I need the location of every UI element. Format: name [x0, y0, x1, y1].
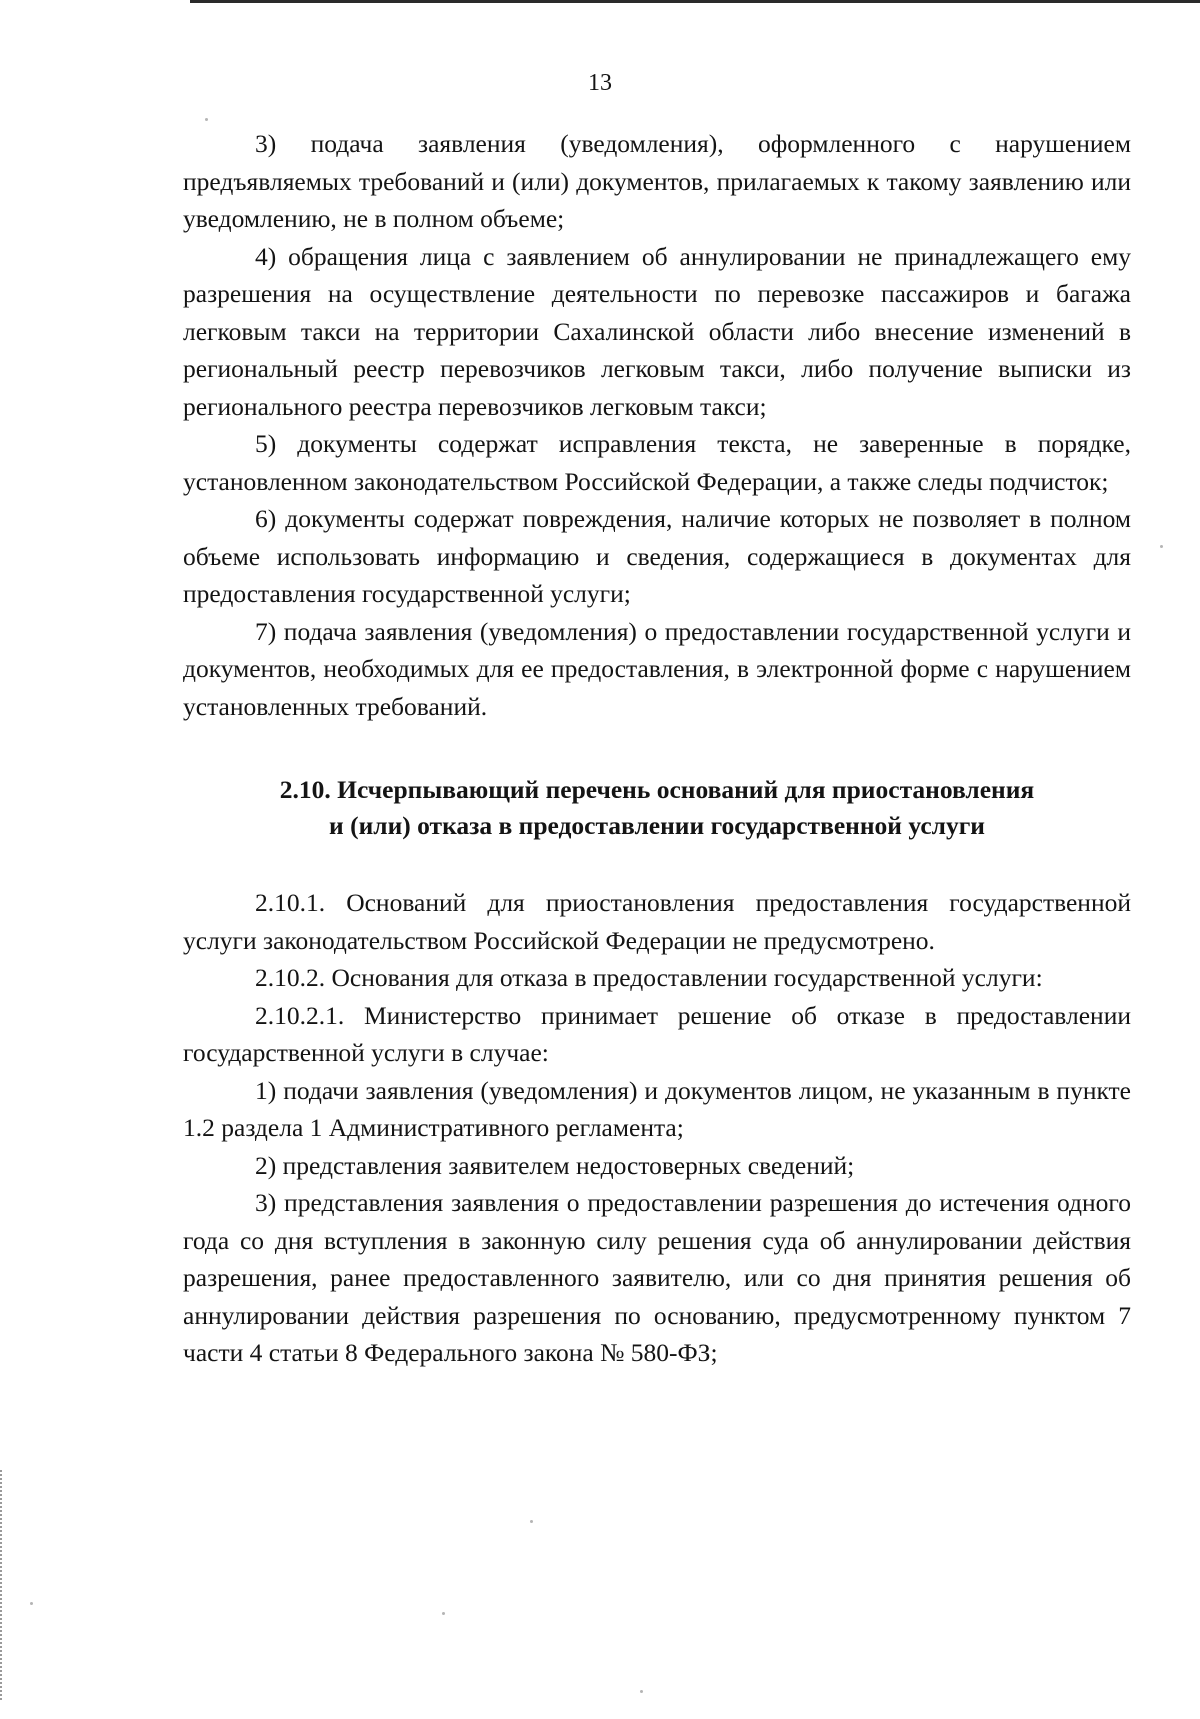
- list-item-4: 4) обращения лица с заявлением об аннулировании не принадлежащего ему разрешения на осуществление деятельности по перевозке пассажиров и багажа легковым такси на территории Сахалинской области либо внесение изменений в региональный реестр перевозчиков легковым такси, либо получение выписки из регионального реестра перевозчиков легковым такси;: [183, 241, 1131, 421]
- list-item-3: 3) подача заявления (уведомления), оформленного с нарушением предъявляемых требований и (или) документов, прилагаемых к такому заявлению или уведомлению, не в полном объеме;: [183, 129, 1131, 233]
- scan-speck: [640, 1690, 643, 1693]
- scan-speck: [30, 1602, 33, 1605]
- refusal-item-2: 2) представления заявителем недостоверных сведений;: [255, 1150, 855, 1180]
- page-number: 13: [588, 70, 612, 96]
- top-border-line: [190, 0, 1200, 3]
- list-item-7: 7) подача заявления (уведомления) о предоставлении государственной услуги и документов, необходимых для ее предоставления, в электронной форме с нарушением установленных требований.: [183, 616, 1131, 721]
- section-heading-line-2: и (или) отказа в предоставлении государственной услуги: [329, 811, 985, 840]
- scan-speck: [442, 1612, 445, 1615]
- scan-margin-marks: [0, 1470, 8, 1700]
- refusal-item-3: 3) представления заявления о предоставлении разрешения до истечения одного года со дня вступления в законную силу решения суда об аннулировании действия разрешения, ранее предоставленного заявителю, или со дня принятия решения об аннулировании действия разрешения по основанию, предусмотренному пунктом 7 части 4 статьи 8 Федерального закона № 580-ФЗ;: [183, 1188, 1131, 1367]
- clause-2-10-2: 2.10.2. Основания для отказа в предоставлении государственной услуги:: [255, 963, 1043, 992]
- section-heading-line-1: 2.10. Исчерпывающий перечень оснований для приостановления: [279, 775, 1035, 804]
- refusal-item-1: 1) подачи заявления (уведомления) и документов лицом, не указанным в пункте 1.2 раздела 1 Административного регламента;: [183, 1075, 1131, 1142]
- list-item-5: 5) документы содержат исправления текста, не заверенные в порядке, установленном законодательством Российской Федерации, а также следы подчисток;: [183, 429, 1131, 496]
- scan-speck: [530, 1520, 533, 1523]
- document-body: [183, 125, 1131, 1372]
- list-item-6: 6) документы содержат повреждения, наличие которых не позволяет в полном объеме использовать информацию и сведения, содержащиеся в документах для предоставления государственной услуги;: [183, 504, 1131, 608]
- scan-speck: [205, 118, 208, 121]
- clause-2-10-1: 2.10.1. Оснований для приостановления предоставления государственной услуги законодательством Российской Федерации не предусмотрено.: [183, 888, 1131, 955]
- section-heading: [183, 772, 1131, 844]
- clause-2-10-2-1: 2.10.2.1. Министерство принимает решение об отказе в предоставлении государственной услуги в случае:: [183, 1000, 1131, 1067]
- scan-speck: [1160, 545, 1163, 548]
